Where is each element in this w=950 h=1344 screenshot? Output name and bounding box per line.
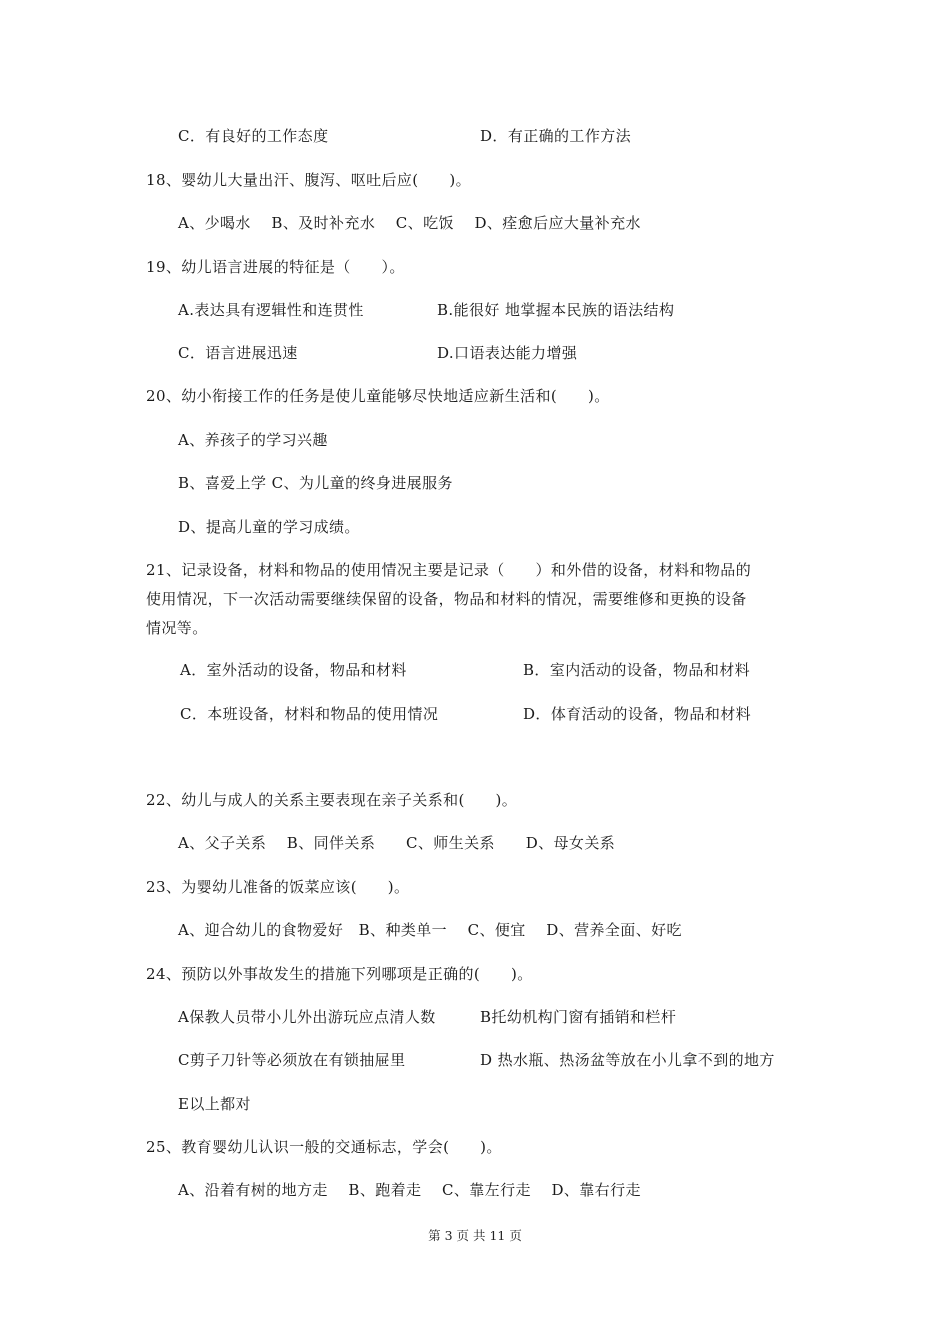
q21-option-a: A．室外活动的设备，物品和材料	[180, 661, 407, 679]
q21-option-b: B．室内活动的设备，物品和材料	[523, 661, 751, 679]
page-footer: 第 3 页 共 11 页	[428, 1228, 522, 1243]
q24-option-e: E以上都对	[178, 1095, 251, 1113]
q22-options: A、父子关系 B、同伴关系 C、师生关系 D、母女关系	[178, 834, 616, 852]
q24-option-d: D 热水瓶、热汤盆等放在小儿拿不到的地方	[480, 1051, 775, 1069]
q20-question: 20、幼小衔接工作的任务是使儿童能够尽快地适应新生活和( )。	[146, 387, 610, 405]
q23-question: 23、为婴幼儿准备的饭菜应该( )。	[146, 878, 410, 896]
q17-option-c: C．有良好的工作态度	[178, 127, 329, 145]
q20-option-bc: B、喜爱上学 C、为儿童的终身进展服务	[178, 474, 453, 492]
q24-option-c: C剪子刀针等必须放在有锁抽屉里	[178, 1051, 406, 1069]
q20-option-a: A、养孩子的学习兴趣	[178, 431, 328, 449]
q19-option-d: D.口语表达能力增强	[437, 344, 578, 362]
q25-question: 25、教育婴幼儿认识一般的交通标志，学会( )。	[146, 1138, 502, 1156]
q21-question-line-2: 使用情况，下一次活动需要继续保留的设备，物品和材料的情况，需要维修和更换的设备	[146, 590, 747, 608]
q25-options: A、沿着有树的地方走 B、跑着走 C、靠左行走 D、靠右行走	[178, 1181, 641, 1199]
q23-options: A、迎合幼儿的食物爱好 B、种类单一 C、便宜 D、营养全面、好吃	[178, 921, 682, 939]
q19-option-c: C．语言进展迅速	[178, 344, 298, 362]
q21-question-line-1: 21、记录设备，材料和物品的使用情况主要是记录（ ）和外借的设备，材料和物品的	[146, 561, 752, 579]
q21-option-d: D．体育活动的设备，物品和材料	[523, 705, 752, 723]
q20-option-d: D、提高儿童的学习成绩。	[178, 518, 360, 536]
q18-question: 18、婴幼儿大量出汗、腹泻、呕吐后应( )。	[146, 171, 471, 189]
q22-question: 22、幼儿与成人的关系主要表现在亲子关系和( )。	[146, 791, 518, 809]
q19-option-a: A.表达具有逻辑性和连贯性	[178, 301, 364, 319]
q21-option-c: C．本班设备，材料和物品的使用情况	[180, 705, 439, 723]
q19-option-b: B.能很好 地掌握本民族的语法结构	[437, 301, 675, 319]
q24-option-b: B托幼机构门窗有插销和栏杆	[480, 1008, 677, 1026]
q21-question-line-3: 情况等。	[146, 619, 208, 637]
q17-option-d: D．有正确的工作方法	[480, 127, 632, 145]
q18-options: A、少喝水 B、及时补充水 C、吃饭 D、痊愈后应大量补充水	[178, 214, 641, 232]
q19-question: 19、幼儿语言进展的特征是（ ）。	[146, 258, 405, 276]
q24-question: 24、预防以外事故发生的措施下列哪项是正确的( )。	[146, 965, 533, 983]
q24-option-a: A保教人员带小儿外出游玩应点清人数	[178, 1008, 436, 1026]
